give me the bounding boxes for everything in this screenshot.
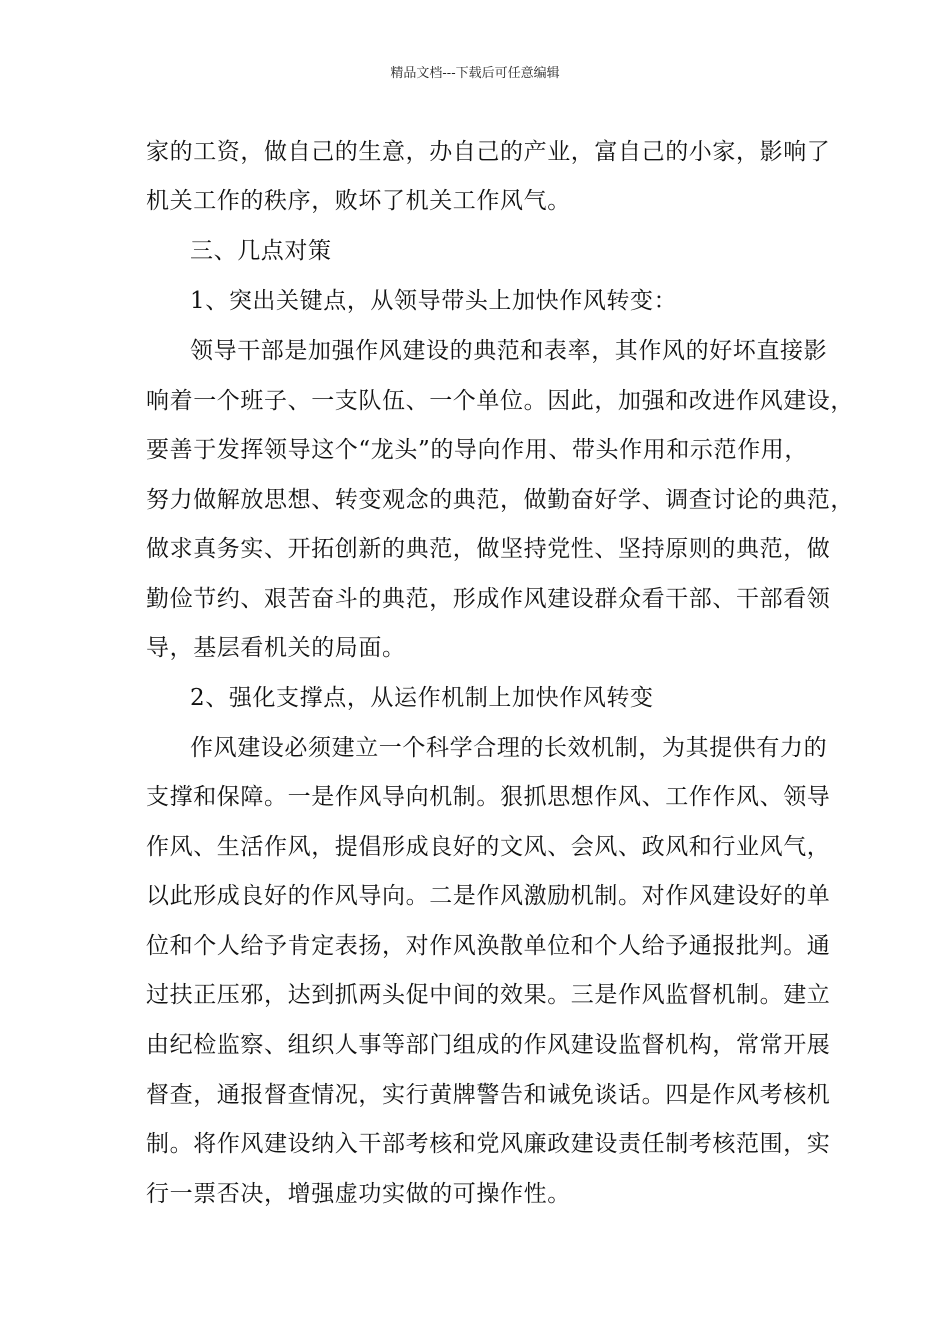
body-line: 由纪检监察、组织人事等部门组成的作风建设监督机构，常常开展 <box>146 1032 831 1058</box>
body-line: 以此形成良好的作风导向。二是作风激励机制。对作风建设好的单 <box>146 883 831 909</box>
section-heading: 三、几点对策 <box>190 238 332 264</box>
body-line: 勤俭节约、艰苦奋斗的典范，形成作风建设群众看干部、干部看领 <box>146 586 831 612</box>
page-header: 精品文档---下载后可任意编辑 <box>390 66 560 81</box>
body-line: 响着一个班子、一支队伍、一个单位。因此，加强和改进作风建设， <box>146 388 854 414</box>
body-line: 制。将作风建设纳入干部考核和党风廉政建设责任制考核范围，实 <box>146 1131 831 1157</box>
body-line: 机关工作的秩序，败坏了机关工作风气。 <box>146 188 571 214</box>
body-line: 努力做解放思想、转变观念的典范，做勤奋好学、调查讨论的典范， <box>146 487 854 513</box>
body-line: 过扶正压邪，达到抓两头促中间的效果。三是作风监督机制。建立 <box>146 982 831 1008</box>
body-line: 导，基层看机关的局面。 <box>146 635 406 661</box>
body-line: 作风、生活作风，提倡形成良好的文风、会风、政风和行业风气， <box>146 834 831 860</box>
subsection-heading: 1、突出关键点，从领导带头上加快作风转变： <box>190 288 678 314</box>
body-line: 作风建设必须建立一个科学合理的长效机制，为其提供有力的 <box>190 735 828 761</box>
body-line: 家的工资，做自己的生意，办自己的产业，富自己的小家，影响了 <box>146 139 831 165</box>
body-line: 支撑和保障。一是作风导向机制。狠抓思想作风、工作作风、领导 <box>146 784 831 810</box>
subsection-heading: 2、强化支撑点，从运作机制上加快作风转变 <box>190 685 654 711</box>
body-line: 位和个人给予肯定表扬，对作风涣散单位和个人给予通报批判。通 <box>146 933 831 959</box>
body-line: 行一票否决，增强虚功实做的可操作性。 <box>146 1181 571 1207</box>
body-line: 要善于发挥领导这个“龙头”的导向作用、带头作用和示范作用， <box>146 437 808 463</box>
body-line: 领导干部是加强作风建设的典范和表率，其作风的好坏直接影 <box>190 338 828 364</box>
body-line: 督查，通报督查情况，实行黄牌警告和诫免谈话。四是作风考核机 <box>146 1082 831 1108</box>
body-line: 做求真务实、开拓创新的典范，做坚持党性、坚持原则的典范，做 <box>146 536 831 562</box>
